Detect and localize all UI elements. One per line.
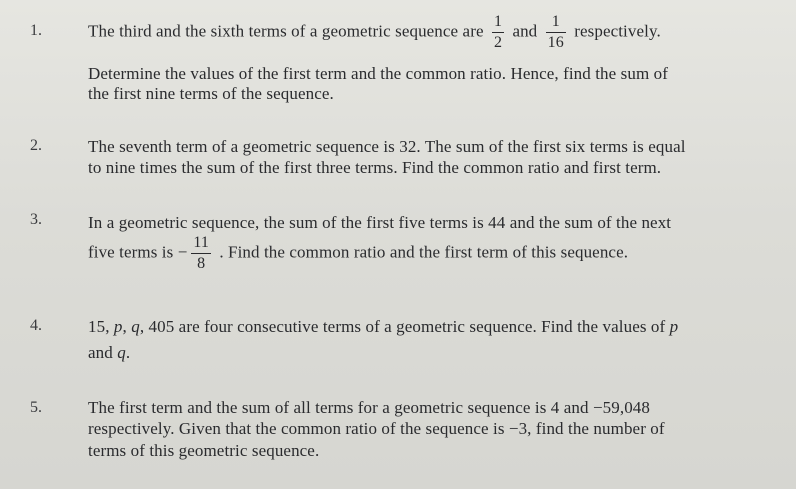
- question-line: [88, 235, 628, 272]
- numerator: 1: [493, 13, 503, 30]
- question-text: to nine times the sum of the first three terms. Find the common ratio and first term.: [88, 158, 662, 177]
- fraction-bar: [191, 253, 211, 254]
- question-line: [88, 317, 678, 337]
- question-text: respectively.: [574, 21, 661, 41]
- question-number: 4.: [30, 317, 42, 334]
- question-text: the first nine terms of the sequence.: [88, 84, 334, 103]
- numerator: 11: [193, 234, 209, 251]
- variable-q: q: [117, 343, 126, 362]
- minus-sign: −: [177, 242, 188, 262]
- fraction: [492, 14, 504, 51]
- fraction-bar: [546, 32, 566, 33]
- variable-p: p: [669, 317, 679, 336]
- variable-p: p: [113, 317, 123, 336]
- fraction-bar: [492, 32, 504, 33]
- question-text: and: [512, 21, 538, 41]
- question-text: , 405 are four consecutive terms of a geometric sequence. Find the values of: [139, 317, 670, 336]
- question-text: The seventh term of a geometric sequence is 32. The sum of the first six terms is equal: [88, 137, 686, 156]
- fraction: [191, 235, 211, 272]
- question-text: .: [125, 343, 131, 362]
- question-text: five terms is: [88, 242, 174, 262]
- question-text: Determine the values of the first term and the common ratio. Hence, find the sum of: [88, 64, 668, 83]
- question-number: 5.: [30, 399, 42, 416]
- numerator: 1: [551, 13, 560, 30]
- question-text: 15,: [88, 317, 114, 336]
- question-text: respectively. Given that the common ratio of the sequence is −3, find the number of: [88, 419, 665, 438]
- question-number: 1.: [30, 22, 42, 39]
- question-line: [88, 14, 661, 51]
- question-text: and: [88, 343, 118, 362]
- fraction: [546, 14, 566, 51]
- denominator: 16: [547, 34, 564, 51]
- question-number: 3.: [30, 211, 42, 228]
- question-line: [88, 343, 130, 363]
- question-text: . Find the common ratio and the first term of this sequence.: [219, 242, 629, 262]
- variable-q: q: [131, 317, 140, 336]
- question-text: The first term and the sum of all terms for a geometric sequence is 4 and −59,048: [88, 398, 650, 417]
- question-text: The third and the sixth terms of a geometric sequence are: [88, 21, 484, 41]
- question-number: 2.: [30, 137, 42, 154]
- question-text: ,: [122, 317, 132, 336]
- question-text: terms of this geometric sequence.: [88, 441, 320, 460]
- denominator: 2: [493, 34, 503, 51]
- question-text: In a geometric sequence, the sum of the first five terms is 44 and the sum of the next: [88, 213, 672, 232]
- denominator: 8: [197, 255, 206, 272]
